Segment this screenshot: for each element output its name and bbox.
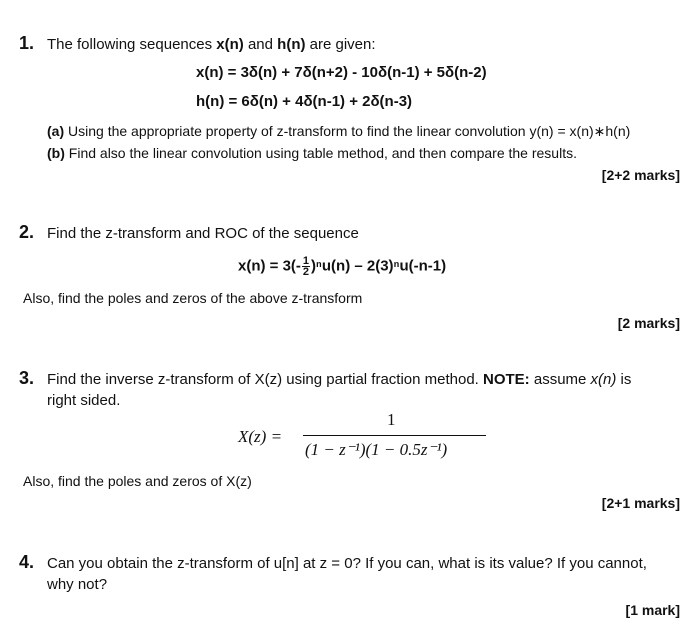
question-4-marks: [1 mark] [625, 602, 680, 618]
equation-h: h(n) = 6δ(n) + 4δ(n-1) + 2δ(n-3) [196, 93, 413, 110]
question-4-text-line2: why not? [47, 576, 108, 593]
question-2-text: Find the z-transform and ROC of the sequence [47, 225, 359, 242]
question-4-text: Can you obtain the z-transform of u[n] at z = 0? If you can, what is its value? If you cannot, [47, 555, 647, 572]
equation-q2: x(n) = 3(- $\frac{1}{2}$ )ⁿu(n) – 2(3)ⁿu(-n-1) [238, 255, 447, 278]
question-2-followup: Also, find the poles and zeros of the above z-transform [23, 290, 363, 306]
question-1-text: The following sequences x(n) and h(n) are given: [47, 36, 376, 53]
equation-q3-denominator: (1 − z⁻¹)(1 − 0.5z⁻¹) [305, 440, 448, 459]
question-1-number: 1. [19, 33, 35, 53]
question-2-marks: [2 marks] [617, 315, 680, 331]
question-3-text: Find the inverse z-transform of X(z) using partial fraction method. NOTE: assume x(n) is [47, 371, 632, 388]
part-b: (b) Find also the linear convolution using table method, and then compare the results. [47, 145, 577, 161]
fraction-one-half: $\frac{1}{2}$ [302, 255, 309, 278]
fraction-bar [303, 435, 486, 436]
question-3-number: 3. [19, 368, 35, 388]
part-a: (a) Using the appropriate property of z-transform to find the linear convolution y(n) = x(n)∗h(n) [47, 123, 631, 139]
question-2-number: 2. [19, 222, 35, 242]
equation-q3-lhs: X(z) = [238, 427, 283, 446]
equation-q3-numerator: 1 [387, 410, 396, 429]
equation-x: x(n) = 3δ(n) + 7δ(n+2) - 10δ(n-1) + 5δ(n-2) [196, 64, 487, 81]
question-3-text-line2: right sided. [47, 392, 121, 409]
question-1-marks: [2+2 marks] [601, 167, 680, 183]
question-4-number: 4. [19, 552, 35, 572]
question-3-followup: Also, find the poles and zeros of X(z) [23, 473, 252, 489]
question-3-marks: [2+1 marks] [601, 495, 680, 511]
